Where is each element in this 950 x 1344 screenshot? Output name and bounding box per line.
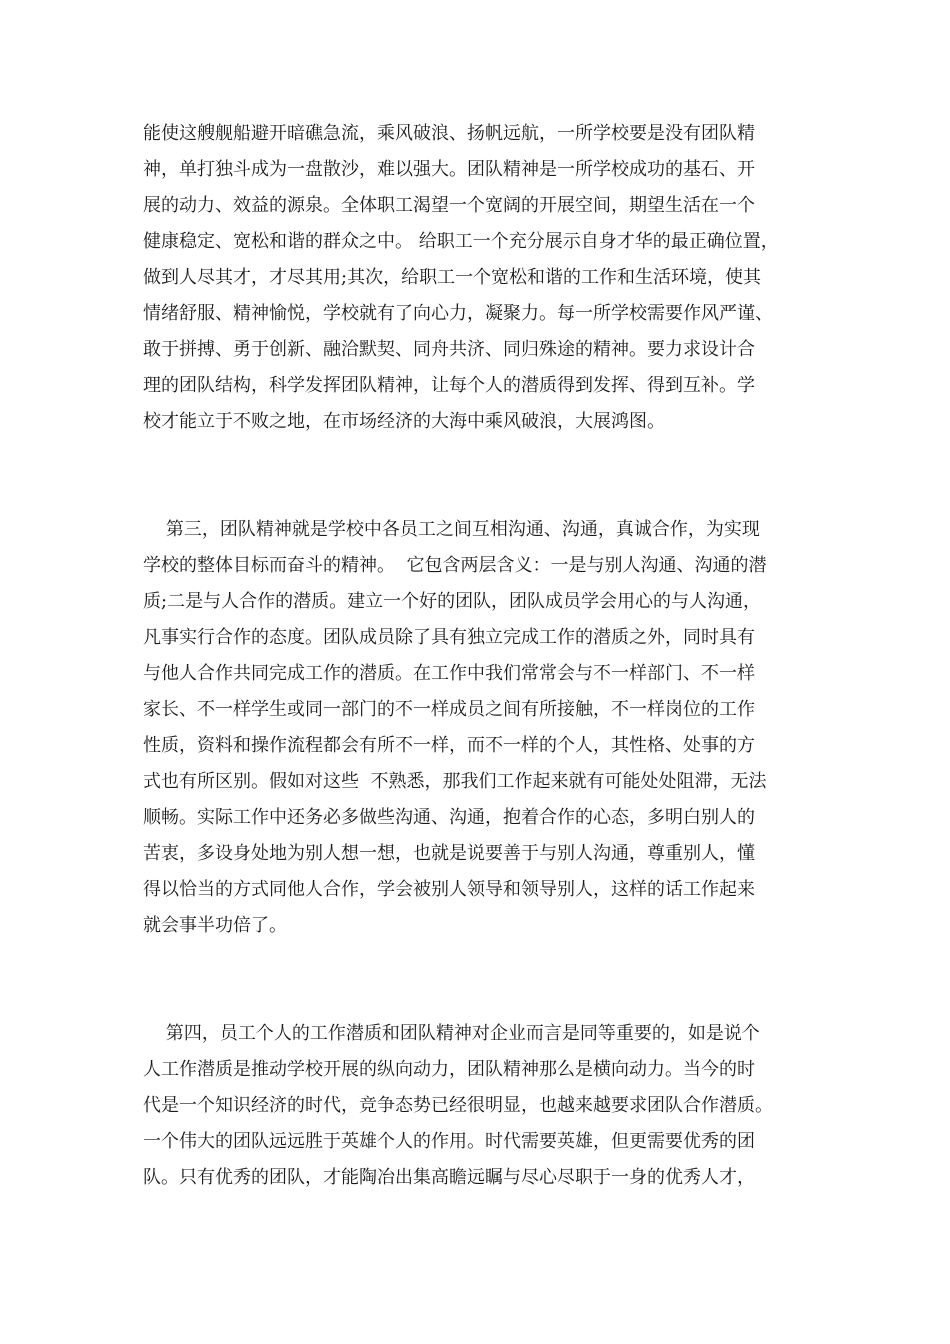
- paragraph-3: [143, 1016, 808, 1196]
- text-line: 理的团队结构，科学发挥团队精神，让每个人的潜质得到发挥、得到互补。学: [143, 375, 755, 396]
- text-line: 队。只有优秀的团队，才能陶冶出集高瞻远瞩与尽心尽职于一身的优秀人才，: [143, 1167, 755, 1188]
- text-line: 性质，资料和操作流程都会有所不一样，而不一样的个人，其性格、处事的方: [143, 735, 755, 756]
- text-line: 得以恰当的方式同他人合作，学会被别人领导和领导别人，这样的话工作起来: [143, 879, 755, 900]
- document-body: [143, 116, 808, 1196]
- text-line: 学校的整体目标而奋斗的精神。 它包含两层含义：一是与别人沟通、沟通的潜: [143, 555, 767, 576]
- text-line: 代是一个知识经济的时代，竞争态势已经很明显，也越来越要求团队合作潜质。: [143, 1095, 773, 1116]
- text-line: 第四，员工个人的工作潜质和团队精神对企业而言是同等重要的，如是说个: [143, 1023, 760, 1044]
- text-line: 情绪舒服、精神愉悦，学校就有了向心力，凝聚力。每一所学校需要作风严谨、: [143, 303, 773, 324]
- text-line: 一个伟大的团队远远胜于英雄个人的作用。时代需要英雄，但更需要优秀的团: [143, 1131, 755, 1152]
- text-line: 就会事半功倍了。: [143, 915, 287, 936]
- text-line: 家长、不一样学生或同一部门的不一样成员之间有所接触，不一样岗位的工作: [143, 699, 755, 720]
- paragraph-spacer: [143, 944, 808, 1016]
- text-line: 展的动力、效益的源泉。全体职工渴望一个宽阔的开展空间，期望生活在一个: [143, 195, 755, 216]
- text-line: 质;二是与人合作的潜质。建立一个好的团队，团队成员学会用心的与人沟通，: [143, 591, 762, 612]
- text-line: 神，单打独斗成为一盘散沙，难以强大。团队精神是一所学校成功的基石、开: [143, 159, 755, 180]
- text-line: 校才能立于不败之地，在市场经济的大海中乘风破浪，大展鸿图。: [143, 411, 665, 432]
- text-line: 式也有所区别。假如对这些 不熟悉，那我们工作起来就有可能处处阻滞，无法: [143, 771, 767, 792]
- text-line: 做到人尽其才，才尽其用;其次，给职工一个宽松和谐的工作和生活环境，使其: [143, 267, 762, 288]
- text-line: 苦衷，多设身处地为别人想一想，也就是说要善于与别人沟通，尊重别人，懂: [143, 843, 755, 864]
- text-line: 第三，团队精神就是学校中各员工之间互相沟通、沟通，真诚合作，为实现: [143, 519, 760, 540]
- text-line: 人工作潜质是推动学校开展的纵向动力，团队精神那么是横向动力。当今的时: [143, 1059, 755, 1080]
- text-line: 顺畅。实际工作中还务必多做些沟通、沟通，抱着合作的心态，多明白别人的: [143, 807, 755, 828]
- paragraph-2: [143, 512, 808, 944]
- text-line: 凡事实行合作的态度。团队成员除了具有独立完成工作的潜质之外，同时具有: [143, 627, 755, 648]
- text-line: 健康稳定、宽松和谐的群众之中。 给职工一个充分展示自身才华的最正确位置，: [143, 231, 779, 252]
- text-line: 敢于拼搏、勇于创新、融洽默契、同舟共济、同归殊途的精神。要力求设计合: [143, 339, 755, 360]
- text-line: 与他人合作共同完成工作的潜质。在工作中我们常常会与不一样部门、不一样: [143, 663, 755, 684]
- paragraph-spacer: [143, 440, 808, 512]
- paragraph-1: [143, 116, 808, 440]
- text-line: 能使这艘舰船避开暗礁急流，乘风破浪、扬帆远航，一所学校要是没有团队精: [143, 123, 755, 144]
